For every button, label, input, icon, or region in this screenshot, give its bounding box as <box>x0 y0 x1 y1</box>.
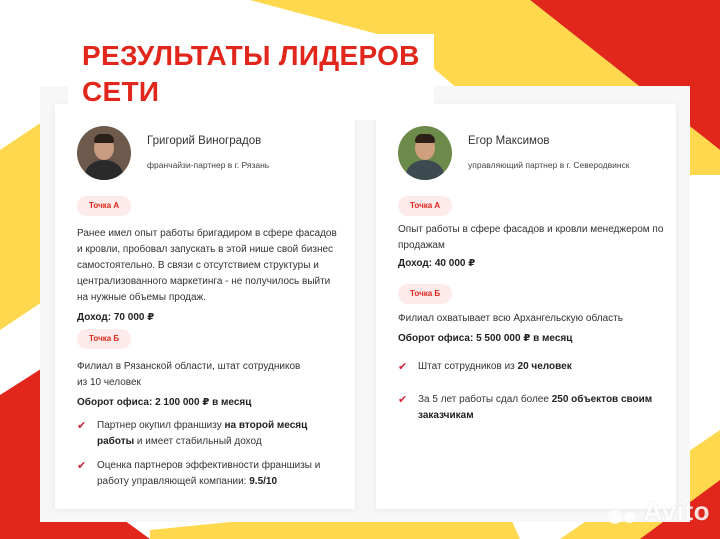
page-title-line-2: СЕТИ <box>82 76 160 107</box>
badge-point-b: Точка Б <box>398 284 452 304</box>
text-span: Партнер окупил франшизу <box>97 420 225 431</box>
avito-watermark <box>608 496 710 527</box>
point-a-description <box>77 226 337 326</box>
person-name: Егор Максимов <box>468 135 550 147</box>
avito-logo-icon <box>608 498 638 526</box>
text-span-bold: 9.5/10 <box>249 476 278 487</box>
turnover-value: Оборот офиса: 5 500 000 ₽ в месяц <box>398 333 573 344</box>
income-value: Доход: 40 000 ₽ <box>398 258 476 269</box>
text-line: Оценка партнеров эффективности франшизы и <box>97 460 321 471</box>
text-line: из 10 человек <box>77 377 141 388</box>
avatar <box>77 126 131 180</box>
person-role: франчайзи-партнер в г. Рязань <box>147 160 270 170</box>
text-line: Ранее имел опыт работы бригадиром в сфере фасадов <box>77 228 337 239</box>
check-icon: ✔ <box>398 394 408 406</box>
badge-point-a: Точка А <box>398 196 452 216</box>
check-icon: ✔ <box>398 361 408 373</box>
badge-point-b: Точка Б <box>77 329 131 349</box>
point-b-description <box>398 311 623 347</box>
text-span: и имеет стабильный доход <box>134 436 262 447</box>
text-line: продажам <box>398 240 445 251</box>
text-span: работу управляющей компании: <box>97 476 250 487</box>
text-line: Филиал охватывает всю Архангельскую область <box>398 313 623 324</box>
leader-card-vinogradov <box>55 104 355 509</box>
text-line: на нужные объемы продаж. <box>77 292 207 303</box>
person-info <box>468 126 630 171</box>
page-title <box>68 34 434 120</box>
card-header <box>77 126 269 180</box>
text-span: За 5 лет работы сдал более <box>418 394 552 405</box>
text-line: и кровли, пробовал запускать в этой нише свой бизнес <box>77 244 334 255</box>
text-span-bold: заказчикам <box>418 410 474 421</box>
person-role: управляющий партнер в г. Северодвинск <box>468 160 630 170</box>
list-item <box>77 458 320 490</box>
list-item <box>77 418 307 450</box>
text-span-bold: работы <box>97 436 135 447</box>
point-a-description <box>398 222 663 272</box>
check-icon: ✔ <box>77 420 87 432</box>
person-name: Григорий Виноградов <box>147 135 262 147</box>
badge-point-a: Точка А <box>77 196 131 216</box>
text-line: самостоятельно. В связи с отсутствием структуры и <box>77 260 319 271</box>
point-b-description <box>77 359 300 411</box>
text-span-bold: на второй месяц <box>224 420 308 431</box>
text-span-bold: 20 человек <box>517 361 572 372</box>
list-item <box>398 359 572 375</box>
avito-label: Avito <box>643 496 710 526</box>
list-item <box>398 392 652 424</box>
text-line: Филиал в Рязанской области, штат сотрудников <box>77 361 301 372</box>
leader-card-maksimov <box>376 104 676 509</box>
card-header <box>398 126 630 180</box>
avatar <box>398 126 452 180</box>
turnover-value: Оборот офиса: 2 100 000 ₽ в месяц <box>77 397 252 408</box>
text-span-bold: 250 объектов своим <box>551 394 653 405</box>
page-title-line-1: РЕЗУЛЬТАТЫ ЛИДЕРОВ <box>82 40 420 71</box>
text-line: Опыт работы в сфере фасадов и кровли менеджером по <box>398 224 664 235</box>
person-info <box>147 126 269 171</box>
text-line: централизованного маркетинга - не получилось выйти <box>77 276 331 287</box>
income-value: Доход: 70 000 ₽ <box>77 312 155 323</box>
text-span: Штат сотрудников из <box>418 361 518 372</box>
check-icon: ✔ <box>77 460 87 472</box>
